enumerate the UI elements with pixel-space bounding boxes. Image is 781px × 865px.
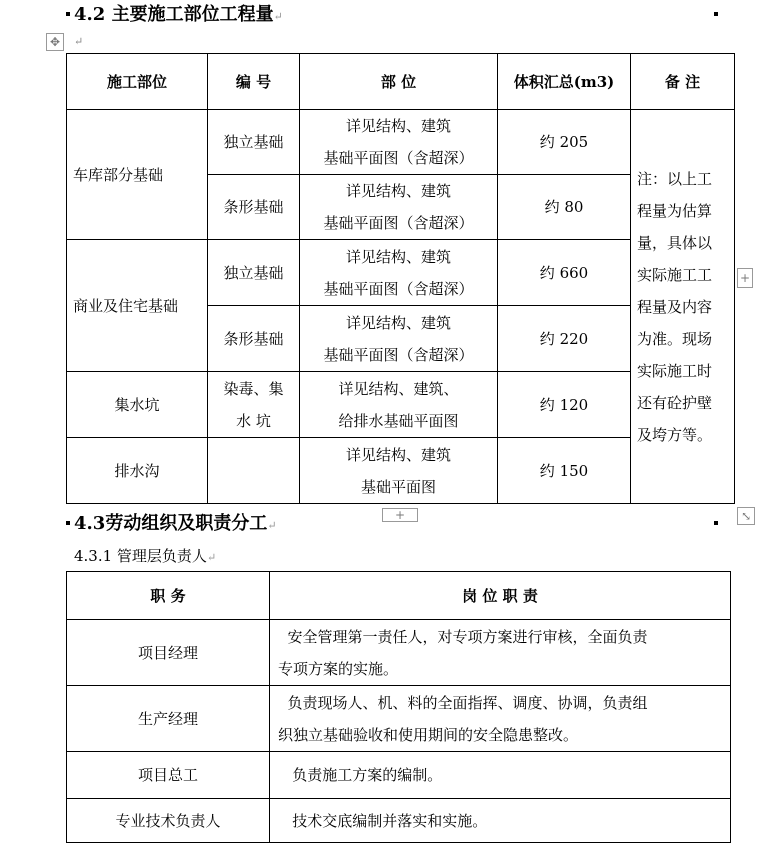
position-line1: 详见结构、建筑 [345,182,451,200]
position-cell [300,438,498,504]
group-name: 商业及住宅基础 [67,240,208,372]
role-cell: 项目总工 [67,752,270,799]
position-line2: 给排水基础平面图 [338,411,459,430]
code-cell: 独立基础 [208,110,300,175]
position-line1: 详见结构、建筑 [345,313,451,332]
header-location: 施工部位 [67,54,208,110]
duty-cell [270,620,731,686]
paragraph-mark: ↵ [74,35,84,48]
remark-line: 实际施工工 [637,265,713,284]
remark-line: 实际施工时 [637,361,713,380]
role-cell: 项目经理 [67,620,270,686]
position-line2: 基础平面图（含超深） [323,214,474,232]
heading-end-marker [714,12,718,16]
header-volume: 体积汇总(m3) [498,54,631,110]
group-name: 排水沟 [67,438,208,504]
position-line2: 基础平面图（含超深） [323,149,474,167]
add-row-icon[interactable]: + [382,508,418,522]
remark-line: 量，具体以 [637,233,713,252]
remark-line: 及垮方等。 [637,425,713,444]
volume-cell: 约 80 [498,175,631,240]
duty-line2: 专项方案的实施。 [278,659,399,678]
section-4-3-title: 4.3劳动组织及职责分工↵ [74,513,277,534]
header-code: 编 号 [208,54,300,110]
heading-bullet [66,521,70,525]
position-cell [300,110,498,175]
duty-line1: 负责现场人、机、料的全面指挥、调度、协调，负责组 [278,693,648,712]
remark-line: 注：以上工 [637,169,713,188]
header-remark: 备 注 [631,54,735,110]
section-4-2-title: 4.2 主要施工部位工程量↵ [74,4,283,25]
position-line1: 详见结构、建筑、 [338,379,459,398]
header-duty: 岗 位 职 责 [270,572,731,620]
heading-bullet [66,12,70,16]
responsibility-table [66,571,731,843]
heading-end-marker [714,521,718,525]
position-line1: 详见结构、建筑 [345,117,451,135]
remark-line: 程量及内容 [637,297,713,316]
volume-cell: 约 205 [498,110,631,175]
code-line2: 水 坑 [236,411,271,430]
position-cell [300,240,498,306]
remark-cell [631,110,735,504]
duty-cell: 技术交底编制并落实和实施。 [270,799,731,843]
remark-line: 还有砼护壁 [637,393,713,412]
position-cell [300,306,498,372]
position-line1: 详见结构、建筑 [345,247,451,266]
duty-cell [270,686,731,752]
move-handle-icon[interactable]: ✥ [46,33,64,51]
add-col-icon[interactable]: + [737,268,753,288]
remark-line: 程量为估算 [637,201,713,220]
code-cell: 独立基础 [208,240,300,306]
remark-line: 为准。现场 [637,329,713,348]
duty-line2: 织独立基础验收和使用期间的安全隐患整改。 [278,725,579,744]
code-cell: 条形基础 [208,175,300,240]
duty-line1: 安全管理第一责任人，对专项方案进行审核，全面负责 [278,627,648,646]
position-cell [300,175,498,240]
quantity-table [66,53,735,504]
position-line2: 基础平面图（含超深） [323,279,474,298]
group-name: 车库部分基础 [67,110,208,240]
section-4-3-1-title: 4.3.1 管理层负责人↵ [74,547,217,565]
volume-cell: 约 120 [498,372,631,438]
code-cell: 条形基础 [208,306,300,372]
volume-cell: 约 660 [498,240,631,306]
volume-cell: 约 150 [498,438,631,504]
volume-cell: 约 220 [498,306,631,372]
position-line1: 详见结构、建筑 [345,445,451,464]
resize-icon[interactable]: ⤡ [737,507,755,525]
position-line2: 基础平面图（含超深） [323,345,474,364]
header-position: 部 位 [300,54,498,110]
code-line1: 染毒、集 [223,379,284,398]
role-cell: 专业技术负责人 [67,799,270,843]
position-line2: 基础平面图 [360,477,436,496]
code-cell [208,438,300,504]
group-name: 集水坑 [67,372,208,438]
role-cell: 生产经理 [67,686,270,752]
header-role: 职 务 [67,572,270,620]
duty-cell: 负责施工方案的编制。 [270,752,731,799]
position-cell [300,372,498,438]
code-cell [208,372,300,438]
